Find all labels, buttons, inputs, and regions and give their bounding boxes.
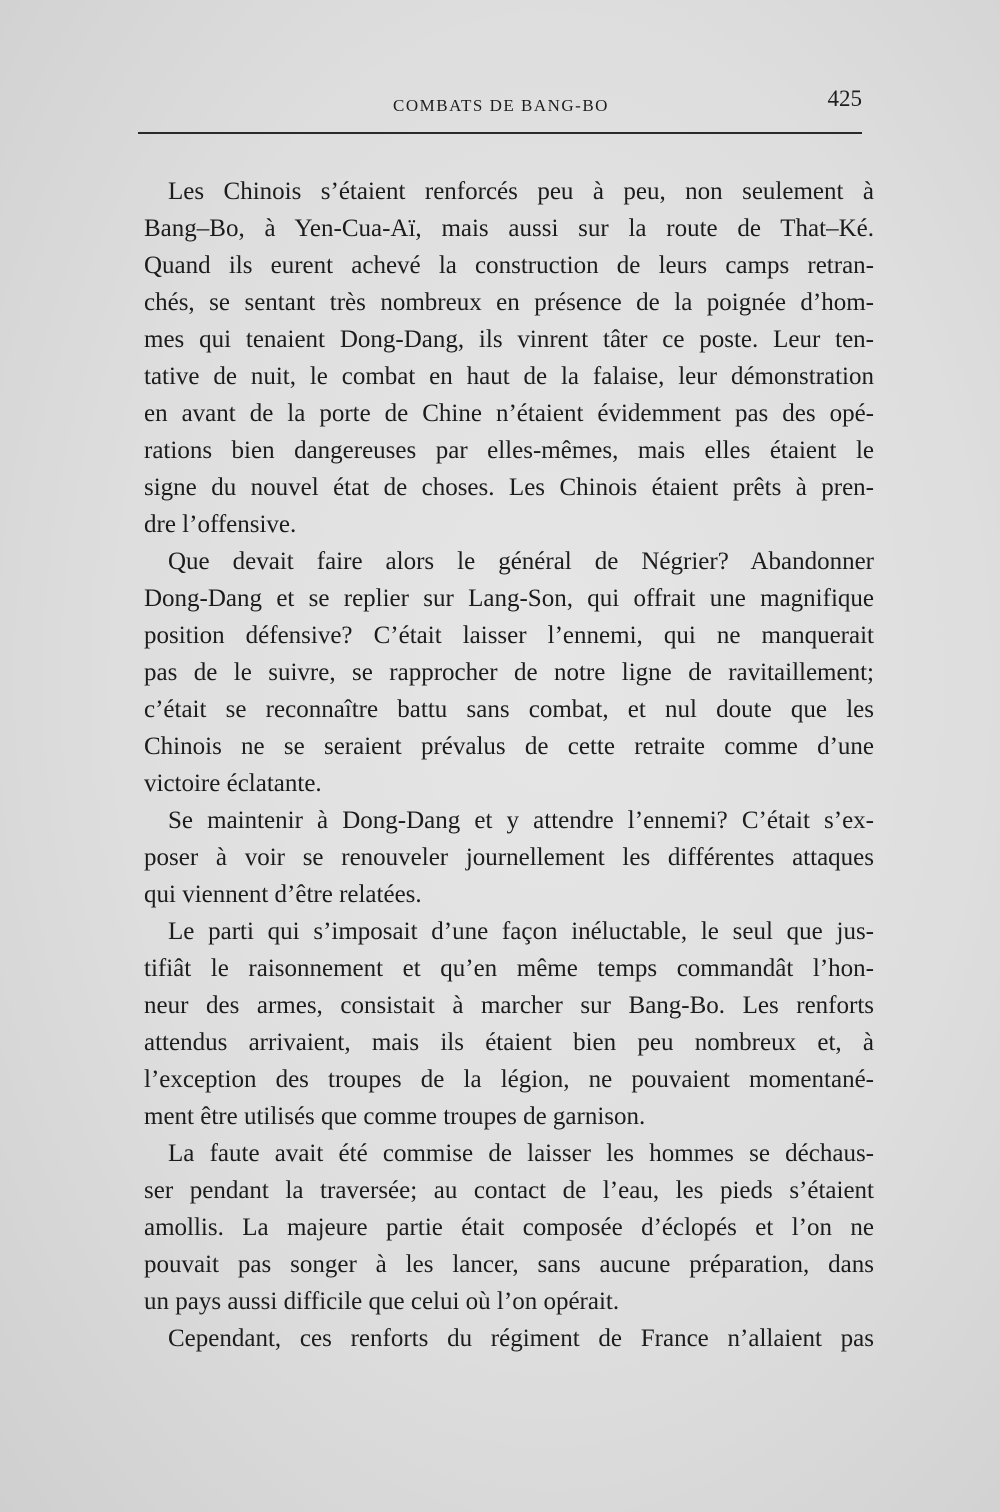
text-line: c’était se reconnaître battu sans combat, et nul doute que les xyxy=(144,696,874,723)
text-line: l’exception des troupes de la légion, ne pouvaient momentané- xyxy=(144,1066,874,1093)
running-title: COMBATS DE BANG-BO xyxy=(393,96,609,115)
text-line: Les Chinois s’étaient renforcés peu à peu, non seulement à xyxy=(168,178,874,205)
text-line: Cependant, ces renforts du régiment de France n’allaient pas xyxy=(168,1325,874,1352)
text-line: pas de le suivre, se rapprocher de notre ligne de ravitaillement; xyxy=(144,659,874,686)
text-line: tative de nuit, le combat en haut de la falaise, leur démonstration xyxy=(144,363,874,390)
text-line: mes qui tenaient Dong-Dang, ils vinrent tâter ce poste. Leur ten- xyxy=(144,326,874,353)
text-line: Bang–Bo, à Yen-Cua-Aï, mais aussi sur la route de That–Ké. xyxy=(144,215,874,242)
text-line: chés, se sentant très nombreux en présence de la poignée d’hom- xyxy=(144,289,874,316)
text-line: ser pendant la traversée; au contact de l’eau, les pieds s’étaient xyxy=(144,1177,874,1204)
text-line: dre l’offensive. xyxy=(144,511,297,538)
body-text xyxy=(144,173,874,1357)
text-line: victoire éclatante. xyxy=(144,770,322,797)
text-line: Quand ils eurent achevé la construction de leurs camps retran- xyxy=(144,252,874,279)
text-line: Se maintenir à Dong-Dang et y attendre l’ennemi? C’était s’ex- xyxy=(168,807,874,834)
text-line: un pays aussi difficile que celui où l’on opérait. xyxy=(144,1288,620,1315)
text-line: tifiât le raisonnement et qu’en même temps commandât l’hon- xyxy=(144,955,874,982)
text-line: ment être utilisés que comme troupes de garnison. xyxy=(144,1103,646,1130)
text-line: La faute avait été commise de laisser les hommes se déchaus- xyxy=(168,1140,874,1167)
text-line: Dong-Dang et se replier sur Lang-Son, qui offrait une magnifique xyxy=(144,585,874,612)
header-rule xyxy=(138,132,862,134)
text-line: neur des armes, consistait à marcher sur Bang-Bo. Les renforts xyxy=(144,992,874,1019)
text-line: poser à voir se renouveler journellement les différentes attaques xyxy=(144,844,874,871)
text-line: signe du nouvel état de choses. Les Chinois étaient prêts à pren- xyxy=(144,474,874,501)
running-head xyxy=(140,86,862,126)
text-line: rations bien dangereuses par elles-mêmes, mais elles étaient le xyxy=(144,437,874,464)
text-line: qui viennent d’être relatées. xyxy=(144,881,422,908)
text-line: position défensive? C’était laisser l’ennemi, qui ne manquerait xyxy=(144,622,874,649)
text-line: attendus arrivaient, mais ils étaient bien peu nombreux et, à xyxy=(144,1029,874,1056)
text-line: pouvait pas songer à les lancer, sans aucune préparation, dans xyxy=(144,1251,874,1278)
text-line: Que devait faire alors le général de Négrier? Abandonner xyxy=(168,548,874,575)
text-line: en avant de la porte de Chine n’étaient évidemment pas des opé- xyxy=(144,400,874,427)
page-number: 425 xyxy=(827,86,862,111)
text-line: Le parti qui s’imposait d’une façon inéluctable, le seul que jus- xyxy=(168,918,874,945)
text-line: Chinois ne se seraient prévalus de cette retraite comme d’une xyxy=(144,733,874,760)
text-line: amollis. La majeure partie était composée d’éclopés et l’on ne xyxy=(144,1214,874,1241)
